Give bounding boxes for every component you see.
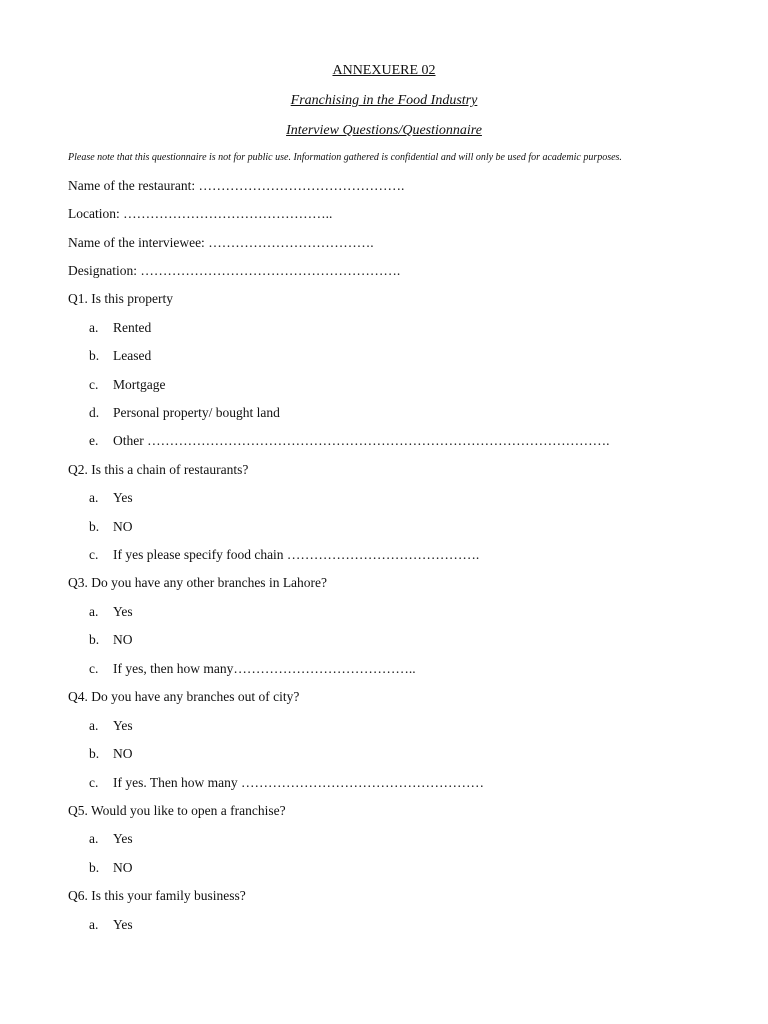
option-text: Yes — [113, 917, 133, 932]
option-text: NO — [113, 860, 133, 875]
option-text: NO — [113, 519, 133, 534]
option-text: Yes — [113, 604, 133, 619]
confidentiality-note: Please note that this questionnaire is not for public use. Information gathered is confidential and will only be used for academic purposes. — [68, 152, 622, 163]
option-text: Personal property/ bought land — [113, 405, 280, 420]
option-text: Rented — [113, 320, 152, 335]
option-letter: d. — [89, 405, 100, 420]
question-6: Q6. Is this your family business? — [68, 888, 246, 903]
question-4: Q4. Do you have any branches out of city? — [68, 689, 300, 704]
question-5: Q5. Would you like to open a franchise? — [68, 803, 286, 818]
option-letter: a. — [89, 917, 99, 932]
field-designation: Designation: …………………………………………………. — [68, 263, 401, 278]
section-title: Interview Questions/Questionnaire — [286, 123, 482, 138]
option-letter: c. — [89, 377, 99, 392]
option-letter: a. — [89, 604, 99, 619]
option-text: Yes — [113, 718, 133, 733]
option-text: If yes please specify food chain ……………………………………. — [113, 547, 480, 562]
option-text: If yes, then how many………………………………….. — [113, 661, 416, 676]
option-text: If yes. Then how many ……………………………………………… — [113, 775, 484, 790]
option-letter: b. — [89, 519, 100, 534]
option-letter: b. — [89, 348, 100, 363]
option-letter: a. — [89, 490, 99, 505]
option-text: Other …………………………………………………………………………………………. — [113, 433, 610, 448]
option-text: Yes — [113, 490, 133, 505]
option-text: Leased — [113, 348, 152, 363]
option-letter: a. — [89, 718, 99, 733]
option-text: Yes — [113, 831, 133, 846]
document-subtitle: Franchising in the Food Industry — [290, 93, 478, 108]
option-letter: c. — [89, 661, 99, 676]
option-letter: e. — [89, 433, 99, 448]
option-letter: b. — [89, 860, 100, 875]
question-2: Q2. Is this a chain of restaurants? — [68, 462, 249, 477]
option-letter: c. — [89, 775, 99, 790]
option-letter: b. — [89, 632, 100, 647]
option-text: Mortgage — [113, 377, 166, 392]
option-letter: a. — [89, 831, 99, 846]
field-location: Location: ……………………………………….. — [68, 206, 333, 221]
annex-title: ANNEXUERE 02 — [332, 63, 436, 78]
option-letter: a. — [89, 320, 99, 335]
option-letter: b. — [89, 746, 100, 761]
option-text: NO — [113, 746, 133, 761]
field-restaurant-name: Name of the restaurant: ………………………………………. — [68, 178, 405, 193]
option-text: NO — [113, 632, 133, 647]
question-1: Q1. Is this property — [68, 291, 173, 306]
question-3: Q3. Do you have any other branches in Lahore? — [68, 575, 328, 590]
option-letter: c. — [89, 547, 99, 562]
field-interviewee-name: Name of the interviewee: ………………………………. — [68, 235, 374, 250]
